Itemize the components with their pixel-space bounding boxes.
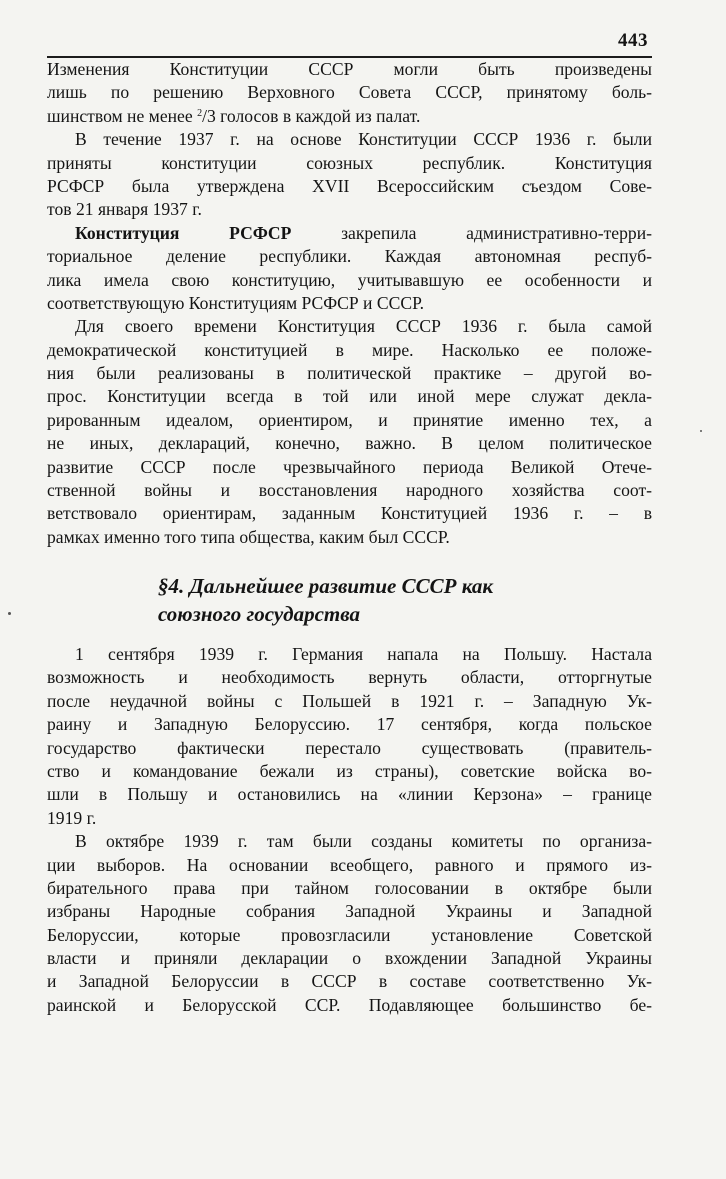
paragraph-rsfsr-constitution	[47, 222, 652, 316]
paragraph-elections-october-1939	[47, 830, 652, 1017]
text-line: Для своего времени Конституция СССР 1936 г. была самой	[75, 316, 652, 337]
text-line: избраны Народные собрания Западной Украины и Западной	[47, 901, 652, 922]
section-heading	[158, 572, 493, 628]
bold-term: Конституция РСФСР	[75, 222, 292, 243]
text-line: приняты конституции союзных республик. Конституция	[47, 152, 652, 173]
text-line: ство и командование бежали из страны), советские войска во-	[47, 760, 652, 781]
text-fragment: шинством не менее	[47, 105, 198, 126]
text-line: государство фактически перестало существовать (правитель-	[47, 737, 652, 758]
text-line: и Западной Белоруссии в СССР в составе соответственно Ук-	[47, 971, 652, 992]
text-line: не иных, деклараций, конечно, важно. В целом политическое	[47, 433, 652, 454]
text-fragment: /3 голосов в каждой из палат.	[202, 105, 421, 126]
text-line: бирательного права при тайном голосовании в октябре были	[47, 877, 652, 898]
text-line: РСФСР была утверждена XVII Всероссийским съездом Сове-	[47, 175, 652, 196]
page-number: 443	[618, 30, 648, 51]
text-line: развитие СССР после чрезвычайного периода Великой Отече-	[47, 456, 652, 477]
text-line: Изменения Конституции СССР могли быть произведены	[47, 59, 652, 79]
text-line: В течение 1937 г. на основе Конституции СССР 1936 г. были	[75, 129, 652, 150]
text-fragment: закрепила административно-терри-	[291, 222, 652, 243]
superscript: 2	[197, 107, 203, 119]
text-line: тов 21 января 1937 г.	[47, 199, 202, 220]
text-line	[47, 222, 652, 245]
text-line: соответствующую Конституциям РСФСР и СССР.	[47, 292, 425, 313]
text-line: ственной войны и восстановления народного хозяйства соот-	[47, 480, 652, 501]
text-line: раину и Западную Белоруссию. 17 сентября, когда польское	[47, 714, 652, 735]
section-heading-line: союзного государства	[158, 602, 360, 626]
text-line: В октябре 1939 г. там были созданы комитеты по организа-	[75, 831, 652, 852]
text-line: лика имела свою конституцию, учитывавшую ее особенности и	[47, 269, 652, 290]
text-line: ториальное деление республики. Каждая автономная респуб-	[47, 246, 652, 267]
text-line: прос. Конституции всегда в той или иной мере служат декла-	[47, 386, 652, 407]
text-line: Белоруссии, которые провозгласили установление Советской	[47, 924, 652, 945]
text-line: раинской и Белорусской ССР. Подавляющее большинство бе-	[47, 994, 652, 1015]
text-line: ния были реализованы в политической практике – другой во-	[47, 363, 652, 384]
paragraph-amendments	[47, 58, 652, 128]
text-line: лишь по решению Верховного Совета СССР, принятому боль-	[47, 82, 652, 103]
text-line: демократической конституцией в мире. Насколько ее положе-	[47, 339, 652, 360]
text-line: 1 сентября 1939 г. Германия напала на Польшу. Настала	[75, 644, 652, 664]
text-line: после неудачной войны с Польшей в 1921 г. – Западную Ук-	[47, 690, 652, 711]
scan-speck	[700, 430, 702, 432]
text-line: шли в Польшу и остановились на «линии Керзона» – границе	[47, 784, 652, 805]
upper-text-block	[47, 58, 652, 549]
text-line: рированным идеалом, ориентиром, и принятие именно тех, а	[47, 409, 652, 430]
text-line: возможность и необходимость вернуть области, отторгнутые	[47, 667, 652, 688]
scan-speck	[8, 612, 11, 615]
paragraph-poland-1939	[47, 643, 652, 830]
text-line: ции выборов. На основании всеобщего, равного и прямого из-	[47, 854, 652, 875]
text-line: 1919 г.	[47, 807, 97, 828]
text-line: рамках именно того типа общества, каким был СССР.	[47, 526, 450, 547]
paragraph-republic-constitutions	[47, 128, 652, 222]
paragraph-democratic-constitution	[47, 315, 652, 549]
text-line: власти и приняли декларации о вхождении Западной Украины	[47, 948, 652, 969]
text-line	[47, 105, 652, 128]
lower-text-block	[47, 643, 652, 1017]
section-heading-line: §4. Дальнейшее развитие СССР как	[158, 574, 493, 598]
text-line: ветствовало ориентирам, заданным Конституцией 1936 г. – в	[47, 503, 652, 524]
